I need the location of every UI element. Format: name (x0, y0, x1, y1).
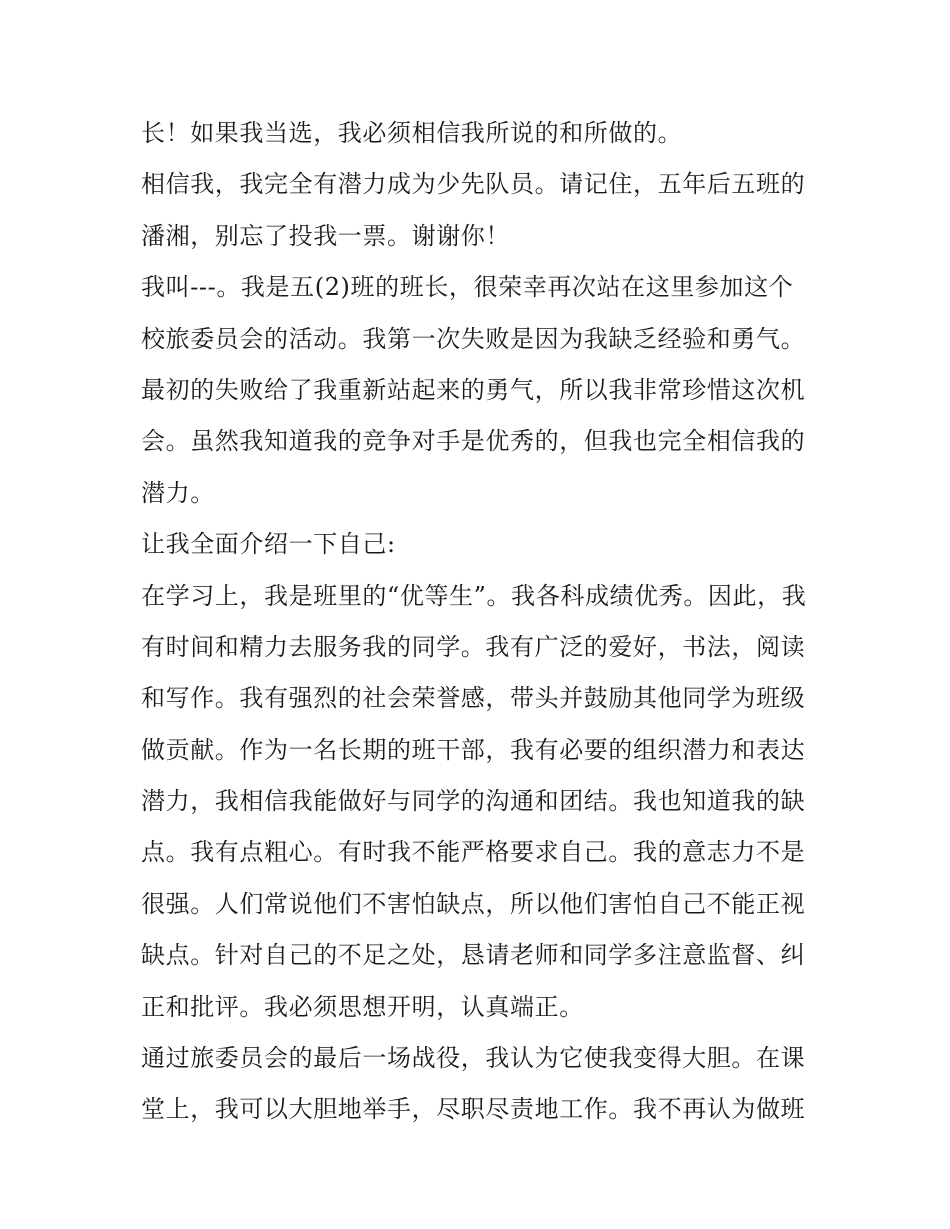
text-line: 点。我有点粗心。有时我不能严格要求自己。我的意志力不是 (141, 838, 806, 867)
text-line: 有时间和精力去服务我的同学。我有广泛的爱好，书法，阅读 (141, 632, 806, 661)
text-line: 很强。人们常说他们不害怕缺点，所以他们害怕自己不能正视 (141, 889, 806, 918)
text-line: 我叫---。我是五(2)班的班长，很荣幸再次站在这里参加这个 (141, 273, 794, 302)
text-line: 堂上，我可以大胆地举手，尽职尽责地工作。我不再认为做班 (141, 1095, 806, 1124)
text-line: 会。虽然我知道我的竞争对手是优秀的，但我也完全相信我的 (141, 427, 806, 456)
text-line: 让我全面介绍一下自己: (141, 530, 396, 559)
text-line: 校旅委员会的活动。我第一次失败是因为我缺乏经验和勇气。 (141, 324, 806, 353)
text-line: 相信我，我完全有潜力成为少先队员。请记住，五年后五班的 (141, 170, 806, 199)
text-line: 正和批评。我必须思想开明，认真端正。 (141, 992, 584, 1021)
text-line: 潜力，我相信我能做好与同学的沟通和团结。我也知道我的缺 (141, 787, 806, 816)
text-line: 缺点。针对自己的不足之处，恳请老师和同学多注意监督、纠 (141, 941, 806, 970)
text-line: 潜力。 (141, 478, 215, 507)
text-line: 最初的失败给了我重新站起来的勇气，所以我非常珍惜这次机 (141, 375, 806, 404)
body-text (141, 108, 821, 1136)
text-line: 潘湘，别忘了投我一票。谢谢你！ (141, 221, 510, 250)
text-line: 和写作。我有强烈的社会荣誉感，带头并鼓励其他同学为班级 (141, 684, 806, 713)
text-line: 通过旅委员会的最后一场战役，我认为它使我变得大胆。在课 (141, 1044, 806, 1073)
text-line: 做贡献。作为一名长期的班干部，我有必要的组织潜力和表达 (141, 735, 806, 764)
text-line: 在学习上，我是班里的“优等生”。我各科成绩优秀。因此，我 (141, 581, 807, 610)
text-line: 长！如果我当选，我必须相信我所说的和所做的。 (141, 119, 683, 147)
